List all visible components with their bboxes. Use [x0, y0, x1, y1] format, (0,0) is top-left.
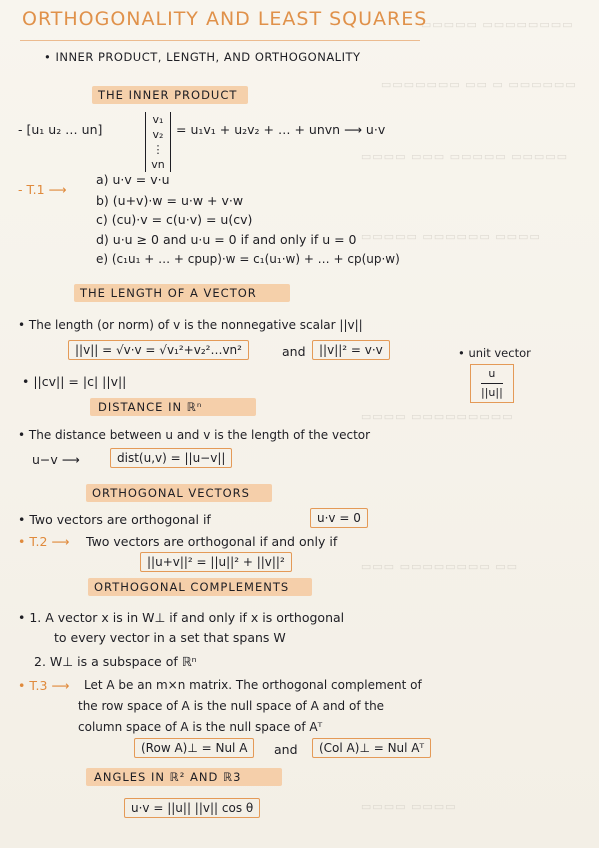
inner-product-result: = u₁v₁ + u₂v₂ + … + unvn ⟶ u·v — [176, 122, 386, 137]
heading-distance: DISTANCE IN ℝⁿ — [98, 400, 203, 414]
complement-property-1a: • 1. A vector x is in W⊥ if and only if x is orthogonal — [18, 610, 345, 625]
heading-orthogonal-vectors: ORTHOGONAL VECTORS — [92, 486, 250, 500]
show-through-1: ▭▭▭▭▭▭▭▭ ▭▭▭▭▭ — [420, 18, 573, 31]
show-through-6: ▭▭ ▭▭▭▭▭▭▭▭ ▭▭▭ — [360, 560, 518, 573]
unit-denominator: ||u|| — [481, 383, 503, 400]
theorem-2-label: • T.2 ⟶ — [18, 534, 70, 549]
theorem-3-line-3: column space of A is the null space of Aᵀ — [78, 720, 323, 734]
unit-vector-label: • unit vector — [458, 346, 531, 360]
complements-and: and — [274, 742, 298, 757]
show-through-3: ▭▭▭▭▭ ▭▭▭▭▭ ▭▭▭ ▭▭▭▭ — [360, 150, 568, 163]
theorem-2-text: Two vectors are orthogonal if and only if — [86, 534, 338, 549]
angle-formula-box: u·v = ||u|| ||v|| cos θ — [124, 798, 260, 818]
theorem-3-label: • T.3 ⟶ — [18, 678, 70, 693]
show-through-2: ▭▭▭▭▭▭ ▭ ▭▭ ▭▭▭▭▭▭▭ — [380, 78, 576, 91]
heading-orthogonal-complements: ORTHOGONAL COMPLEMENTS — [94, 580, 290, 594]
theorem-3-line-1: Let A be an m×n matrix. The orthogonal complement of — [84, 678, 422, 692]
show-through-7: ▭▭▭▭ ▭▭▭▭ — [360, 800, 456, 813]
length-definition: • The length (or norm) of v is the nonnegative scalar ||v|| — [18, 318, 363, 332]
col-null-box: (Col A)⊥ = Nul Aᵀ — [312, 738, 431, 758]
orthogonal-box: u·v = 0 — [310, 508, 368, 528]
intro-bullet: • INNER PRODUCT, LENGTH, AND ORTHOGONALITY — [44, 50, 361, 64]
distance-definition: • The distance between u and v is the length of the vector — [18, 428, 371, 442]
theorem-3-line-2: the row space of A is the null space of A and of the — [78, 699, 385, 713]
theorem-1a: a) u·v = v·u — [96, 172, 170, 187]
length-squared-box: ||v||² = v·v — [312, 340, 390, 360]
row-null-box: (Row A)⊥ = Nul A — [134, 738, 254, 758]
heading-inner-product: THE INNER PRODUCT — [98, 88, 238, 102]
inner-product-row: - [u₁ u₂ … un] — [18, 122, 103, 137]
theorem-1d: d) u·u ≥ 0 and u·u = 0 if and only if u = 0 — [96, 232, 357, 247]
show-through-5: ▭▭▭▭▭▭▭▭▭ ▭▭▭▭ — [360, 410, 513, 423]
scalar-length-rule: • ||cv|| = |c| ||v|| — [22, 374, 127, 389]
complement-property-1b: to every vector in a set that spans W — [54, 630, 286, 645]
column-vector-v: v₁ v₂ ⋮ vn — [145, 112, 171, 172]
show-through-4: ▭▭▭▭ ▭▭▭▭▭▭ ▭▭▭▭▭ — [360, 230, 540, 243]
title-underline — [20, 40, 420, 41]
distance-lhs: u−v ⟶ — [32, 452, 80, 467]
length-formula-box: ||v|| = √v·v = √v₁²+v₂²…vn² — [68, 340, 249, 360]
page-title: ORTHOGONALITY AND LEAST SQUARES — [22, 8, 428, 30]
theorem-1c: c) (cu)·v = c(u·v) = u(cv) — [96, 212, 253, 227]
distance-formula-box: dist(u,v) = ||u−v|| — [110, 448, 232, 468]
orthogonal-definition: • Two vectors are orthogonal if — [18, 512, 211, 527]
theorem-1e: e) (c₁u₁ + … + cpup)·w = c₁(u₁·w) + … + cp(up·w) — [96, 252, 400, 266]
length-and: and — [282, 344, 306, 359]
unit-vector-fraction — [470, 364, 514, 403]
heading-angles: ANGLES IN ℝ² AND ℝ3 — [94, 770, 242, 784]
pythagorean-box: ||u+v||² = ||u||² + ||v||² — [140, 552, 292, 572]
theorem-1b: b) (u+v)·w = u·w + v·w — [96, 193, 244, 208]
unit-numerator: u — [488, 367, 496, 380]
complement-property-2: 2. W⊥ is a subspace of ℝⁿ — [34, 654, 197, 669]
heading-length: THE LENGTH OF A VECTOR — [80, 286, 257, 300]
theorem-1-label: - T.1 ⟶ — [18, 182, 67, 197]
